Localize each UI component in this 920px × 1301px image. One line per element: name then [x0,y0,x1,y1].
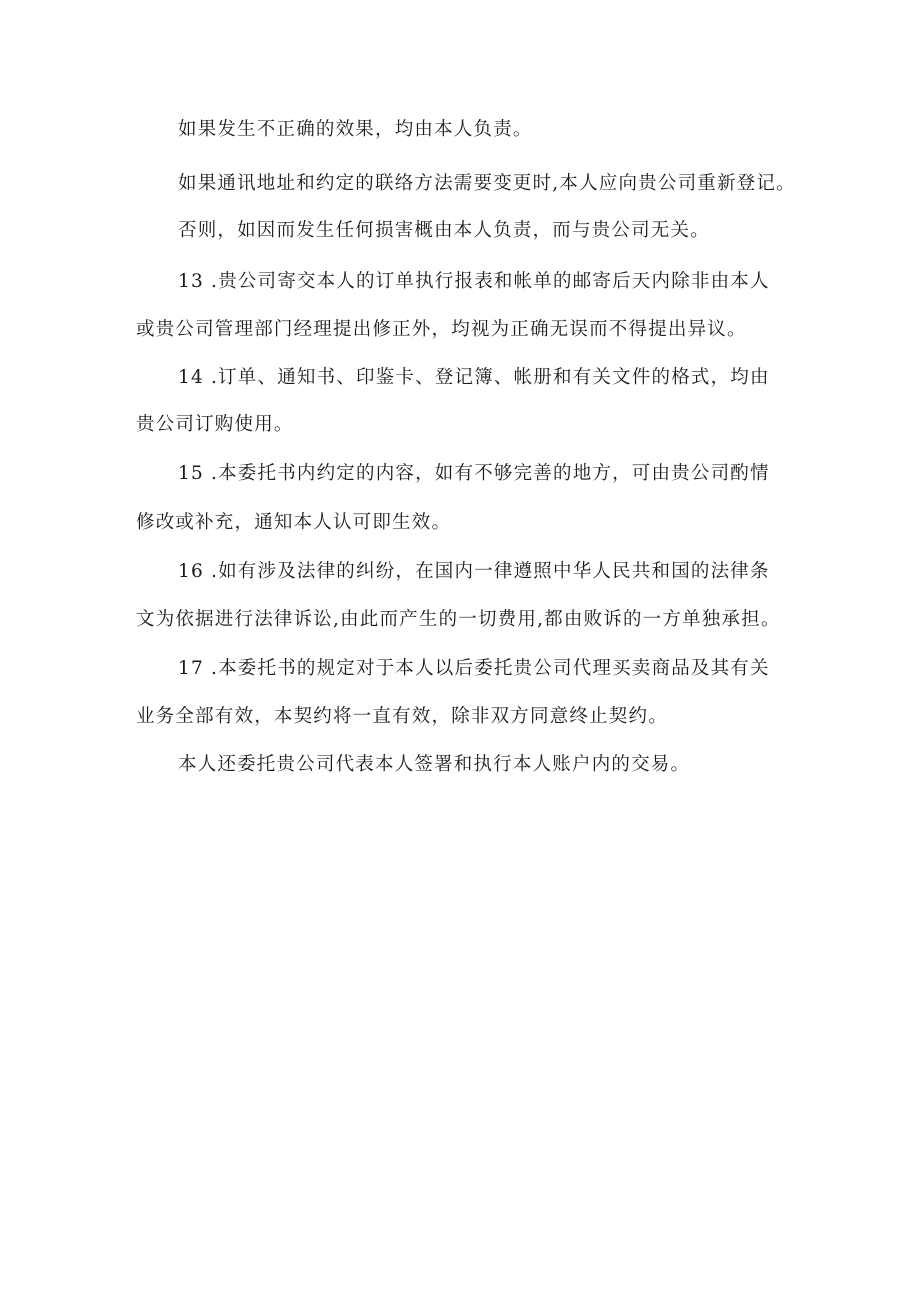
text-line: 17 .本委托书的规定对于本人以后委托贵公司代理买卖商品及其有关 [178,658,770,679]
text-line: 修改或补充，通知本人认可即生效。 [136,512,452,533]
text-line: 文为依据进行法律诉讼,由此而产生的一切费用,都由败诉的一方单独承担。 [136,609,781,630]
text-line: 16 .如有涉及法律的纠纷，在国内一律遵照中华人民共和国的法律条 [178,561,770,582]
text-line: 或贵公司管理部门经理提出修正外，均视为正确无误而不得提出异议。 [136,319,747,340]
text-line: 如果通讯地址和约定的联络方法需要变更时,本人应向贵公司重新登记。 [178,173,796,194]
text-line: 否则，如因而发生任何损害概由本人负责，而与贵公司无关。 [178,220,710,241]
text-line: 如果发生不正确的效果，均由本人负责。 [178,119,533,140]
text-line: 13 .贵公司寄交本人的订单执行报表和帐单的邮寄后天内除非由本人 [178,271,770,292]
text-line: 本人还委托贵公司代表本人签署和执行本人账户内的交易。 [178,754,691,775]
text-line: 15 .本委托书内约定的内容，如有不够完善的地方，可由贵公司酌情 [178,463,770,484]
text-line: 贵公司订购使用。 [136,414,294,435]
text-line: 14 .订单、通知书、印鉴卡、登记簿、帐册和有关文件的格式，均由 [178,367,770,388]
text-line: 业务全部有效，本契约将一直有效，除非双方同意终止契约。 [136,706,668,727]
